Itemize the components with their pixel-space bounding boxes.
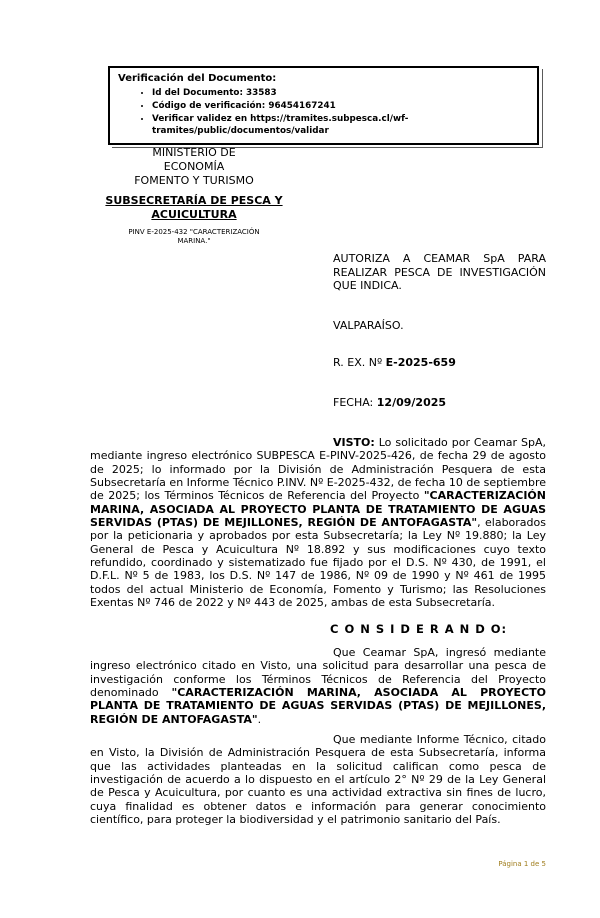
verification-box — [108, 66, 539, 145]
resolution-number-line — [333, 356, 546, 370]
ministry-name — [94, 146, 294, 188]
ministry-name-line: MINISTERIO DE — [152, 146, 236, 159]
resolution-date-label: FECHA: — [333, 395, 377, 409]
ministry-name-line: ECONOMÍA — [163, 160, 225, 173]
visto-paragraph — [90, 436, 546, 609]
letterhead — [94, 146, 294, 246]
ministry-name-line: FOMENTO Y TURISMO — [134, 174, 254, 187]
bold-text-segment: VISTO: — [333, 436, 375, 449]
resolution-header — [333, 252, 546, 409]
verification-item: • Verificar validez en https://tramites.subpesca.cl/wf-tramites/public/documentos/validar — [152, 113, 531, 137]
verification-list — [118, 87, 531, 137]
resolution-body — [90, 436, 546, 826]
text-segment: Que mediante Informe Técnico, citado en Visto, la División de Administración Pesquera de esta Subsecretaría, informa que las actividades planteadas en la solicitud califican como pesca de investigación de acuerdo a lo dispuesto en el artículo 2° Nº 29 de la Ley General de Pesca y Acuicultura, por cuanto es una actividad extractiva sin fines de lucro, cuya finalidad es obtener datos e información para generar conocimiento científico, para proteger la biodiversidad y el patrimonio sanitario del País. — [90, 732, 546, 826]
verification-item: • Id del Documento: 33583 — [152, 87, 531, 99]
resolution-date: 12/09/2025 — [376, 395, 447, 409]
verification-title: Verificación del Documento: — [118, 73, 277, 84]
verification-item: • Código de verificación: 96454167241 — [152, 100, 531, 112]
resolution-subject: AUTORIZA A CEAMAR SpA PARA REALIZAR PESCA DE INVESTIGACIÓN QUE INDICA. — [333, 252, 546, 292]
subsecretaria-title: SUBSECRETARÍA DE PESCA Y ACUICULTURA — [105, 194, 283, 221]
bold-text-segment: "CARACTERIZACIÓN MARINA, ASOCIADA AL PROYECTO PLANTA DE TRATAMIENTO DE AGUAS SERVIDAS (PTAS) DE MEJILLONES, REGIÓN DE ANTOFAGASTA" — [90, 489, 546, 530]
considerando-paragraph-1 — [90, 646, 546, 726]
resolution-date-line — [333, 396, 546, 410]
bold-text-segment: "CARACTERIZACIÓN MARINA, ASOCIADA AL PROYECTO PLANTA DE TRATAMIENTO DE AGUAS SERVIDAS (PTAS) DE MEJILLONES, REGIÓN DE ANTOFAGASTA" — [90, 685, 547, 726]
page-number-indicator: Página 1 de 5 — [498, 860, 546, 868]
project-reference: PINV E-2025-432 "CARACTERIZACIÓN MARINA." — [128, 228, 260, 245]
resolution-number: E-2025-659 — [385, 356, 456, 369]
considerando-paragraph-2 — [90, 733, 546, 826]
resolution-city: VALPARAÍSO. — [333, 318, 404, 332]
text-segment: Que Ceamar SpA, ingresó mediante ingreso electrónico citado en Visto, una solicitud para desarrollar una pesca de investigación conforme los Términos Técnicos de Referencia del Proyecto denominado — [90, 645, 546, 699]
text-segment: , elaborados por la peticionaria y aprobados por esta Subsecretaría; la Ley Nº 19.880; la Ley General de Pesca y Acuicultura Nº 18.892 y sus modificaciones cuyo texto refundido, coordinado y sistematizado fue fijado por el D.S. Nº 430, de 1991, el D.F.L. Nº 5 de 1983, los D.S. Nº 147 de 1986, Nº 09 de 1990 y Nº 461 de 1995 todos del actual Ministerio de Economía, Fomento y Turismo; las Resoluciones Exentas Nº 746 de 2022 y Nº 443 de 2025, ambas de esta Subsecretaría. — [90, 516, 546, 610]
text-segment: Lo solicitado por Ceamar SpA, mediante ingreso electrónico SUBPESCA E-PINV-2025-426, de fecha 29 de agosto de 2025; lo informado por la División de Administración Pesquera de esta Subsecretaría en Informe Técnico P.INV. Nº E-2025-432, de fecha 10 de septiembre de 2025; los Términos Técnicos de Referencia del Proyecto — [90, 436, 546, 503]
text-segment: . — [257, 712, 262, 726]
resolution-number-label: R. EX. Nº — [333, 356, 386, 369]
considerando-heading: C O N S I D E R A N D O: — [330, 622, 508, 637]
